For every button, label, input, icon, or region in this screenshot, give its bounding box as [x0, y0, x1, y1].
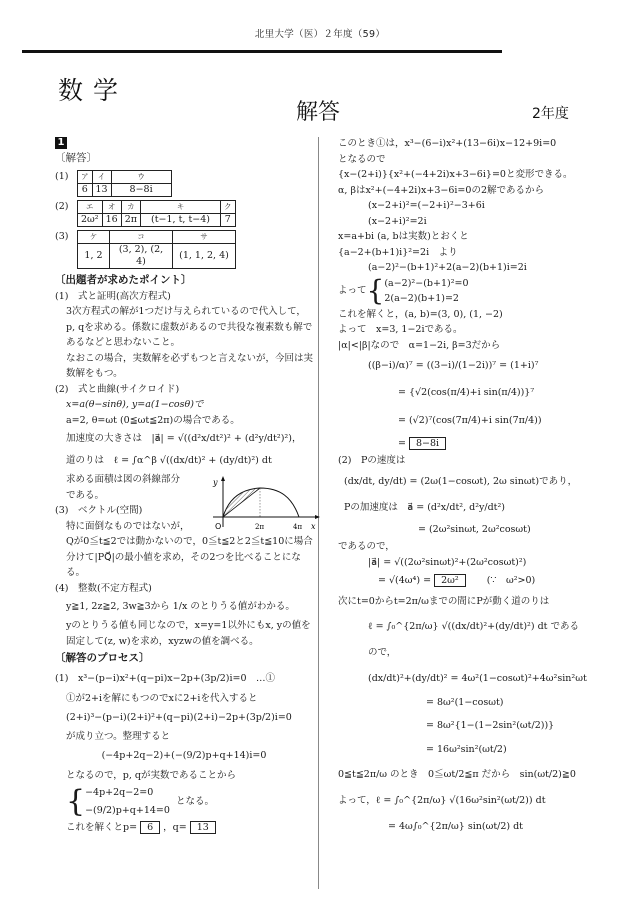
- process-equation: (dx/dt, dy/dt) = (2ω(1−cosωt), 2ω sinωt)であり，: [344, 475, 578, 487]
- graph-origin: O: [215, 522, 222, 531]
- process-equation: {a−2+(b+1)i}²=2i より: [338, 246, 458, 258]
- right-column: [338, 136, 588, 840]
- cycloid-graph: [205, 475, 325, 535]
- process-text: が成り立つ。整理すると: [66, 730, 171, 742]
- header-rule: [22, 50, 502, 53]
- process-equation: Pの加速度は a⃗ = (d²x/dt², d²y/dt²): [344, 501, 505, 513]
- graph-x-label: x: [311, 522, 316, 531]
- solution-line: これを解くとp= 6 ，q= 13: [55, 820, 313, 836]
- answer-cell: 7: [221, 214, 236, 227]
- running-header: 北里大学（医）２年度（59）: [254, 29, 386, 40]
- answer-cell: (3, 2), (2, 4): [110, 244, 173, 269]
- point-formula: 道のりは ℓ = ∫α^β √((dx/dt)² + (dy/dt)²) dt: [66, 455, 272, 467]
- answer-table-3: (3) ケ コ サ 1, 2 (3, 2), (2, 4) (1, 1, 2, 4): [55, 230, 313, 269]
- answer-cell: 13: [92, 184, 111, 197]
- points-heading: 〔出題者が求めたポイント〕: [55, 274, 192, 287]
- process-equation: (a−2)²−(b+1)²+2(a−2)(b+1)i=2i: [368, 262, 527, 273]
- point-text: a=2, θ=ωt (0≦ωt≦2π)の場合である。: [66, 414, 240, 426]
- answer-header: コ: [110, 231, 173, 244]
- process-text: |α|<|β|なので α=1−2i, β=3だから: [338, 339, 501, 351]
- answer-table-1: (1) ア イ ウ 6 13 8−8i: [55, 170, 313, 197]
- process-equation: = 8ω²(1−cosωt): [426, 697, 504, 708]
- system-of-equations: { −4p+2q−2=0 −(9/2)p+q+14=0 となる。: [66, 783, 214, 819]
- process-equation: (x−2+i)²=2i: [368, 215, 427, 227]
- point-text: なおこの場合，実数解を必ずもつと言えないが，今回は実数解をもつ。: [66, 352, 314, 380]
- graph-y-label: y: [213, 478, 218, 487]
- system-ab: よって { (a−2)²−(b+1)²=0 2(a−2)(b+1)=2: [338, 274, 469, 307]
- answer-line-e: = √(4ω⁴) = 2ω² (∵ ω²>0): [378, 575, 536, 586]
- process-equation: −4p+2q−2=0: [85, 786, 154, 798]
- process-equation: = 16ω²sin²(ωt/2): [426, 744, 507, 755]
- process-equation: (dx/dt)²+(dy/dt)² = 4ω²(1−cosωt)²+4ω²sin²ωt: [368, 673, 587, 684]
- answer-box-p: 6: [140, 821, 160, 834]
- point-title: (3) ベクトル(空間): [55, 505, 143, 517]
- answers-heading: 〔解答〕: [55, 152, 97, 165]
- process-equation: −(9/2)p+q+14=0: [85, 804, 170, 816]
- answer-cell: 16: [102, 214, 121, 227]
- answer-title: 解答: [296, 100, 341, 125]
- answer-header: イ: [92, 171, 111, 184]
- process-text: 次にt=0からt=2π/ωまでの間にPが動く道のりは: [338, 596, 550, 607]
- process-equation: (1) x³−(p−i)x²+(q−pi)x−2p+(3p/2)i=0 …①: [55, 673, 276, 685]
- answer-table-2: (2) エ オ カ キ ク 2ω² 16 2π (t−1, t, t−4) 7: [55, 200, 313, 227]
- process-equation: (a−2)²−(b+1)²=0: [384, 277, 469, 289]
- answer-cell: 6: [78, 184, 93, 197]
- process-text: (2) Pの速度は: [338, 455, 406, 466]
- process-text: このとき①は，x³−(6−i)x²+(13−6i)x−12+9i=0: [338, 138, 557, 149]
- year-label: 2年度: [532, 106, 569, 122]
- point-text: yのとりうる値も同じなので，x=y=1以外にもx, yの値を固定して(z, w)を求め，xyzwの値を調べる。: [66, 620, 311, 647]
- process-text: となるので，p, qが実数であることから: [66, 770, 237, 782]
- answer-box-u: 8−8i: [409, 437, 446, 450]
- process-text: よって x=3, 1−2iである。: [338, 324, 463, 335]
- process-equation: = (2ω²sinωt, 2ω²cosωt): [418, 523, 531, 535]
- answer-header: ア: [78, 171, 93, 184]
- answer-header: ケ: [78, 231, 110, 244]
- answer-cell: 2π: [121, 214, 140, 227]
- point-text: 3次方程式の解が1つだけ与えられているので代入して，p, qを求める。係数に虚数があるので共役な複素数も解であるなどと思わないこと。: [66, 306, 313, 349]
- point-text: 求める面積は図の斜線部分である。: [66, 474, 181, 501]
- answer-cell: 8−8i: [111, 184, 171, 197]
- answer-cell: 2ω²: [78, 214, 103, 227]
- process-equation: ((β−i)/α)⁷ = ((3−i)/(1−2i))⁷ = (1+i)⁷: [368, 360, 539, 371]
- process-text: x=a+bi (a, bは実数)とおくと: [338, 231, 469, 242]
- process-equation: |a⃗| = √((2ω²sinωt)²+(2ω²cosωt)²): [368, 557, 527, 568]
- process-equation: 2(a−2)(b+1)=2: [384, 293, 459, 304]
- answer-header: ウ: [111, 171, 171, 184]
- answer-header: オ: [102, 201, 121, 214]
- process-equation: よって，ℓ = ∫₀^{2π/ω} √(16ω²sin²(ωt/2)) dt: [338, 795, 546, 806]
- answer-box-q: 13: [190, 821, 216, 834]
- process-equation: ℓ = ∫₀^{2π/ω} √((dx/dt)²+(dy/dt)²) dt であるので，: [368, 621, 580, 658]
- process-equation: = 8ω²{1−(1−2sin²(ωt/2))}: [426, 720, 555, 731]
- process-text: となるので: [338, 153, 386, 165]
- answer-header: ク: [221, 201, 236, 214]
- answer-box-e: 2ω²: [434, 574, 466, 587]
- point-text: 特に面倒なものではないが，: [66, 520, 190, 532]
- process-text: ①が2+iを解にもつのでxに2+iを代入すると: [66, 693, 258, 705]
- answer-header: カ: [121, 201, 140, 214]
- answer-header: キ: [141, 201, 221, 214]
- answer-cell: (1, 1, 2, 4): [173, 244, 236, 269]
- process-equation: = {√2(cos(π/4)+i sin(π/4))}⁷: [398, 387, 535, 398]
- problem-number: 1: [55, 137, 67, 149]
- point-text: y≧1, 2z≧2, 3w≧3から 1/x のとりうる値がわかる。: [66, 601, 295, 613]
- process-equation: (2+i)³−(p−i)(2+i)²+(q−pi)(2+i)−2p+(3p/2)i=0: [66, 711, 292, 723]
- point-text: x=a(θ−sinθ), y=a(1−cosθ)で: [66, 399, 204, 411]
- point-formula: 加速度の大きさは |a⃗| = √((d²x/dt²)² + (d²y/dt²)²)，: [66, 433, 302, 445]
- point-text: Qが0≦t≦2では動かないので，0≦t≦2と2≦t≦10に場合分けて|PQ⃗|の最小値を求め，その2つを比べることになる。: [66, 536, 313, 579]
- point-title: (4) 整数(不定方程式): [55, 582, 152, 594]
- process-heading: 〔解答のプロセス〕: [55, 652, 150, 665]
- answer-header: サ: [173, 231, 236, 244]
- answer-cell: (t−1, t, t−4): [141, 214, 221, 227]
- process-equation: (−4p+2q−2)+(−(9/2)p+q+14)i=0: [101, 750, 267, 762]
- subject-title: 数学: [58, 76, 129, 105]
- answer-line-u: = 8−8i: [338, 435, 588, 453]
- process-text: {x−(2+i)}{x²+(−4+2i)x+3−6i}=0と変形できる。: [338, 169, 573, 180]
- graph-tick-2pi: 2π: [255, 523, 265, 531]
- point-title: (2) 式と曲線(サイクロイド): [55, 383, 180, 395]
- process-equation: = 4ω∫₀^{2π/ω} sin(ωt/2) dt: [388, 821, 524, 832]
- process-text: であるので，: [338, 540, 395, 552]
- process-equation: (x−2+i)²=(−2+i)²−3+6i: [368, 200, 485, 211]
- process-text: α, βはx²+(−4+2i)x+3−6i=0の2解であるから: [338, 184, 544, 196]
- answer-cell: 1, 2: [78, 244, 110, 269]
- process-equation: 0≦t≦2π/ω のとき 0≦ωt/2≦π だから sin(ωt/2)≧0: [338, 769, 576, 780]
- point-title: (1) 式と証明(高次方程式): [55, 290, 171, 302]
- process-text: これを解くと，(a, b)=(3, 0), (1, −2): [338, 308, 503, 320]
- answer-header: エ: [78, 201, 103, 214]
- graph-tick-4pi: 4π: [293, 523, 303, 531]
- process-equation: = (√2)⁷(cos(7π/4)+i sin(7π/4)): [398, 415, 542, 426]
